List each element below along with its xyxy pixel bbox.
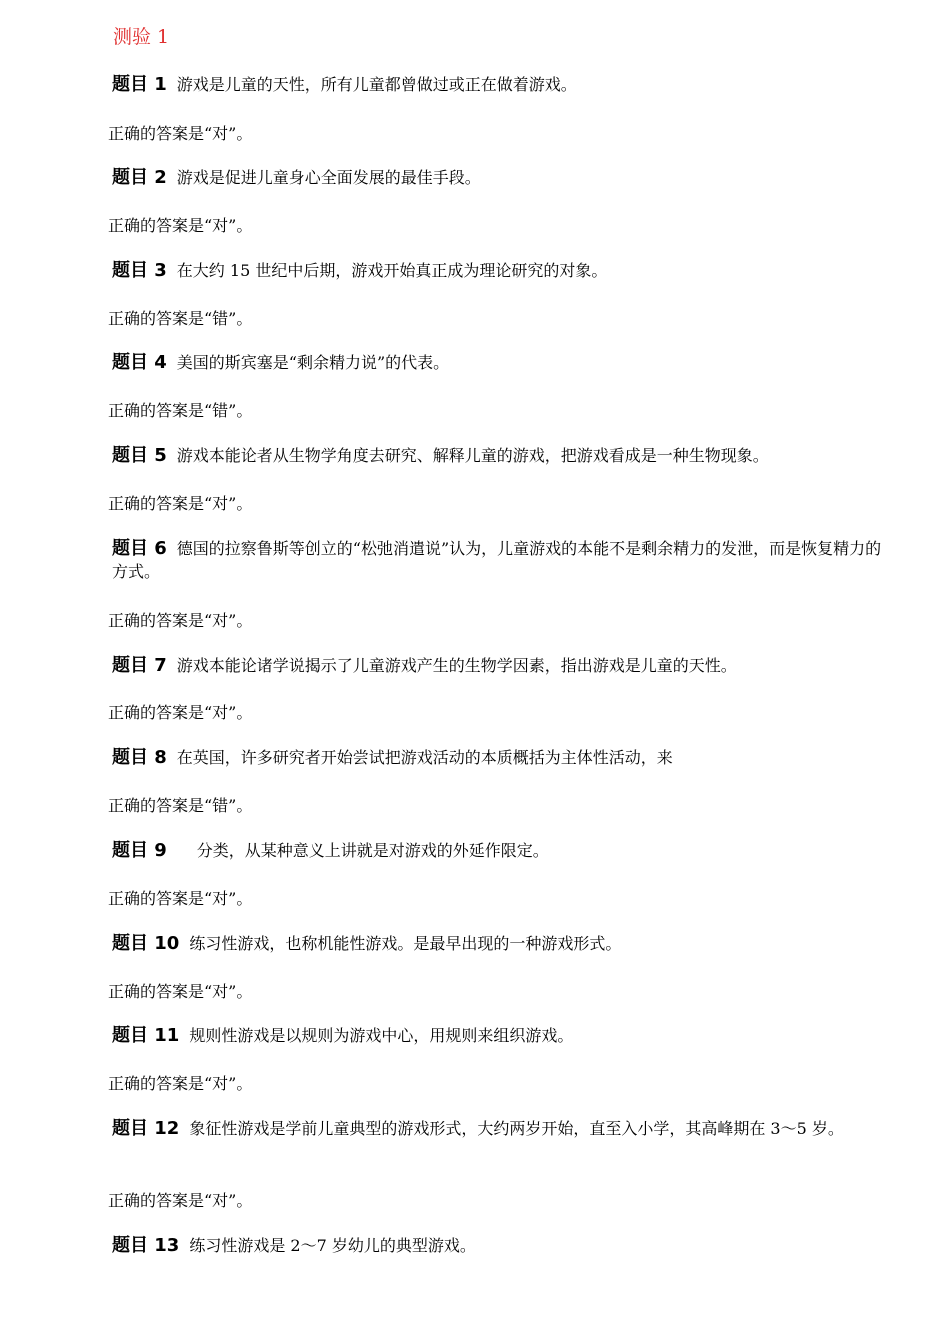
- question-12: [112, 1117, 892, 1140]
- question-label: 题目 1: [112, 74, 167, 95]
- question-8: [112, 746, 892, 769]
- question-label: 题目 6: [112, 538, 167, 559]
- question-line: [112, 73, 892, 96]
- question-label: 题目 5: [112, 445, 167, 466]
- question-label: 题目 4: [112, 352, 167, 373]
- question-line: [112, 351, 892, 374]
- answer-10: 正确的答案是“对”。: [108, 982, 253, 1001]
- question-label: 题目 12: [112, 1118, 180, 1139]
- question-text: 练习性游戏是 2～7 岁幼儿的典型游戏。: [189, 1236, 476, 1255]
- question-label: 题目 8: [112, 747, 167, 768]
- question-text: 游戏本能论诸学说揭示了儿童游戏产生的生物学因素，指出游戏是儿童的天性。: [176, 656, 737, 675]
- question-line: [112, 1117, 892, 1140]
- question-6: [112, 537, 892, 583]
- document-title: 测验 1: [113, 26, 170, 48]
- question-line: [112, 1234, 892, 1257]
- question-11: [112, 1024, 892, 1047]
- question-text: 游戏是促进儿童身心全面发展的最佳手段。: [176, 168, 481, 187]
- question-10: [112, 932, 892, 955]
- question-line: [112, 259, 892, 282]
- question-label: 题目 7: [112, 655, 167, 676]
- answer-9: 正确的答案是“对”。: [108, 889, 253, 908]
- question-2: [112, 166, 892, 189]
- question-label: 题目 3: [112, 260, 167, 281]
- question-text: 象征性游戏是学前儿童典型的游戏形式，大约两岁开始，直至入小学，其高峰期在 3～5 岁。: [189, 1119, 844, 1138]
- question-3: [112, 259, 892, 282]
- question-line: [112, 537, 892, 583]
- answer-4: 正确的答案是“错”。: [108, 401, 253, 420]
- question-text: 美国的斯宾塞是“剩余精力说”的代表。: [176, 353, 450, 372]
- question-9: [112, 839, 892, 862]
- question-label: 题目 9: [112, 840, 167, 861]
- question-text: 在大约 15 世纪中后期，游戏开始真正成为理论研究的对象。: [176, 261, 608, 280]
- question-7: [112, 654, 892, 677]
- question-5: [112, 444, 892, 467]
- question-text: 游戏是儿童的天性，所有儿童都曾做过或正在做着游戏。: [176, 75, 577, 94]
- question-line: [112, 444, 892, 467]
- answer-2: 正确的答案是“对”。: [108, 216, 253, 235]
- question-text: 在英国，许多研究者开始尝试把游戏活动的本质概括为主体性活动，来: [176, 748, 673, 767]
- question-text: 练习性游戏，也称机能性游戏。是最早出现的一种游戏形式。: [189, 934, 622, 953]
- question-text: 游戏本能论者从生物学角度去研究、解释儿童的游戏，把游戏看成是一种生物现象。: [176, 446, 769, 465]
- answer-6: 正确的答案是“对”。: [108, 611, 253, 630]
- question-line: [112, 839, 892, 862]
- answer-7: 正确的答案是“对”。: [108, 703, 253, 722]
- answer-11: 正确的答案是“对”。: [108, 1074, 253, 1093]
- question-line: [112, 1024, 892, 1047]
- answer-1: 正确的答案是“对”。: [108, 124, 253, 143]
- question-1: [112, 73, 892, 96]
- question-line: [112, 654, 892, 677]
- question-line: [112, 166, 892, 189]
- answer-8: 正确的答案是“错”。: [108, 796, 253, 815]
- question-text: 规则性游戏是以规则为游戏中心，用规则来组织游戏。: [189, 1026, 574, 1045]
- question-text: 德国的拉察鲁斯等创立的“松弛消遣说”认为，儿童游戏的本能不是剩余精力的发泄，而是恢复精力的方式。: [112, 539, 882, 581]
- answer-5: 正确的答案是“对”。: [108, 494, 253, 513]
- question-label: 题目 10: [112, 933, 180, 954]
- answer-12: 正确的答案是“对”。: [108, 1191, 253, 1210]
- question-line: [112, 746, 892, 769]
- question-label: 题目 13: [112, 1235, 180, 1256]
- question-label: 题目 11: [112, 1025, 180, 1046]
- question-label: 题目 2: [112, 167, 167, 188]
- question-line: [112, 932, 892, 955]
- question-13: [112, 1234, 892, 1257]
- question-4: [112, 351, 892, 374]
- answer-3: 正确的答案是“错”。: [108, 309, 253, 328]
- question-text: 分类，从某种意义上讲就是对游戏的外延作限定。: [196, 841, 549, 860]
